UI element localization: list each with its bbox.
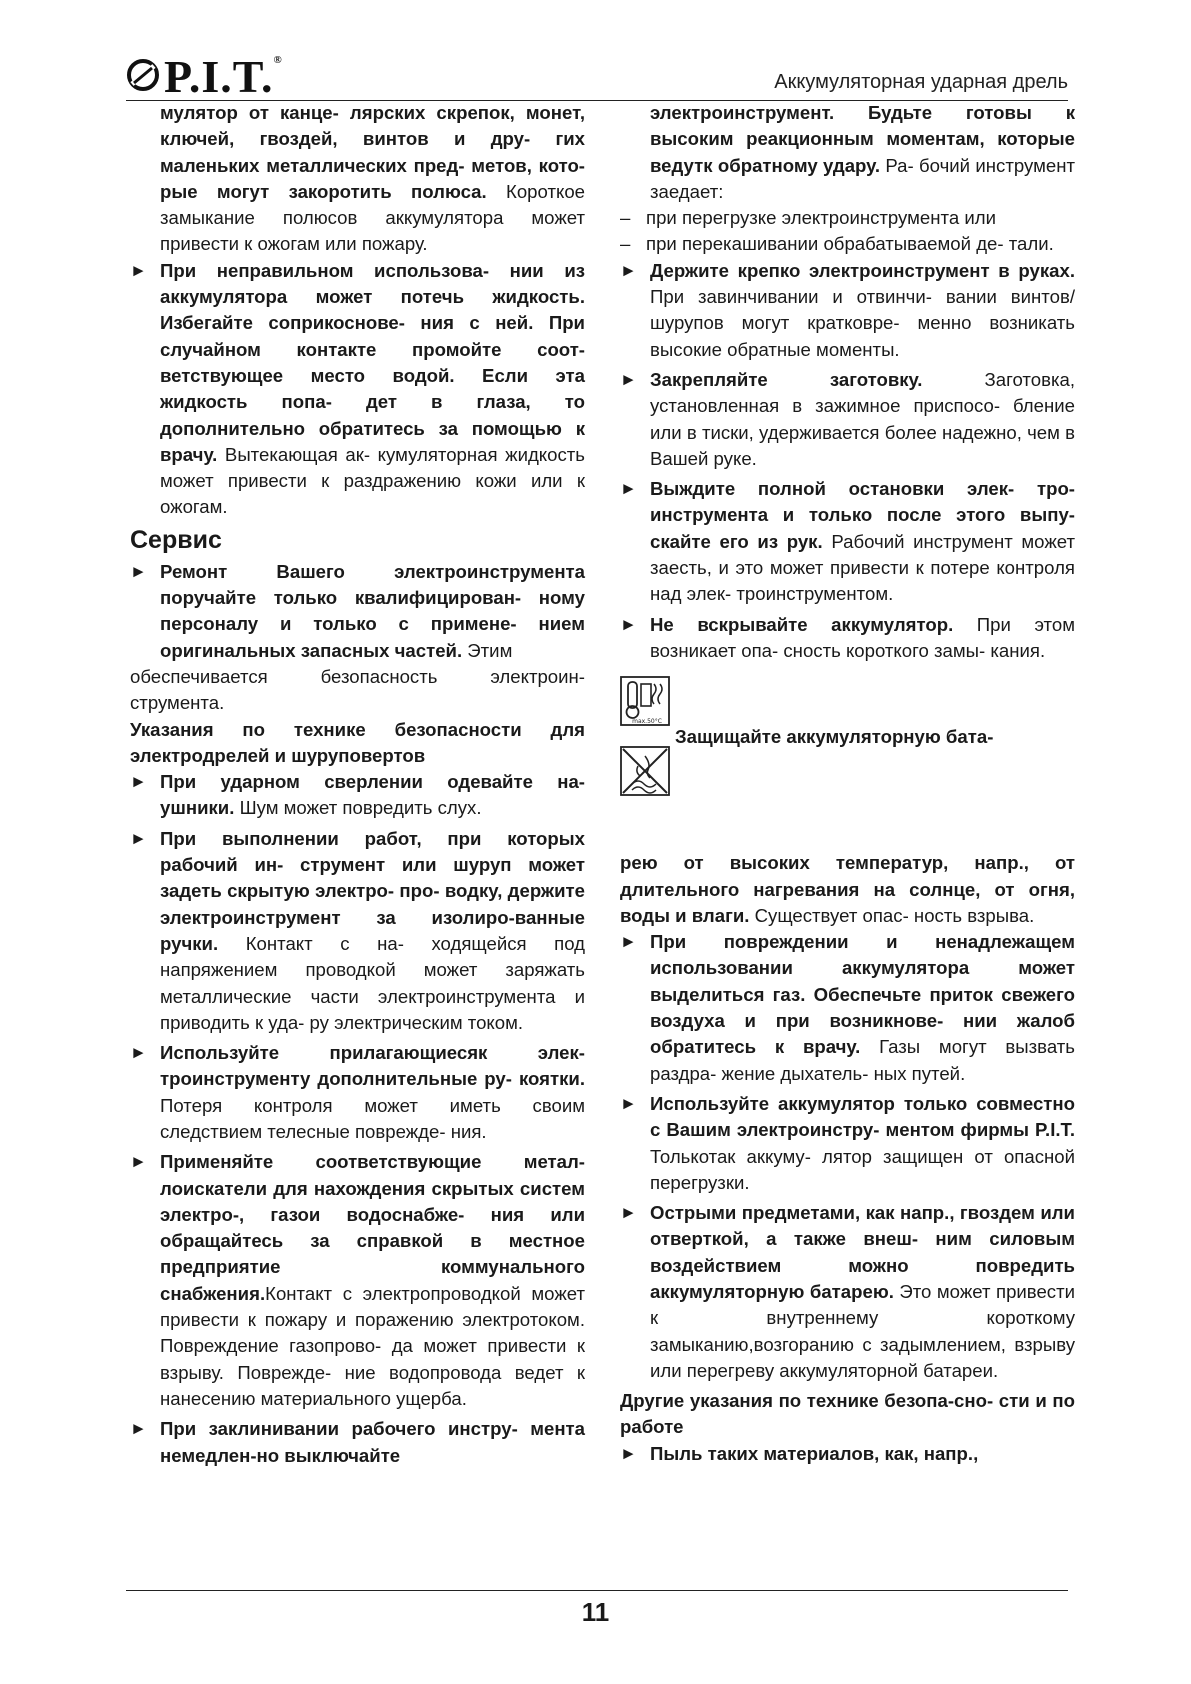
right-intro-paragraph: электроинструмент. Будьте готовы к высоким реакционным моментам, которые ведутк обратному удару. Ра- бочий инструмент заедает:: [650, 102, 1075, 202]
footer-divider: [126, 1590, 1068, 1591]
svg-text:max.50°C: max.50°C: [632, 718, 662, 726]
bullet-arrow-icon: ►: [620, 1203, 637, 1223]
list-item: ► При выполнении работ, при которых рабочий ин- струмент или шуруп может задеть скрытую электро- про- водку, держите электроинструмент за изолиро-ванные ручки. Контакт с на- ходящейся под напряжением проводкой может заряжать металлические части электроинструмента и приводить к уда- ру электрическим током.: [130, 827, 585, 1033]
bullet-arrow-icon: ►: [620, 260, 637, 280]
subheading-drill-safety: Указания по технике безопасности для электродрелей и шуруповертов: [130, 718, 585, 766]
list-item: ► Острыми предметами, как напр., гвоздем или отверткой, а также внеш- ним силовым воздействием можно повредить аккумуляторную батарею. Это может привести к внутреннему короткому замыканию,возгоранию с задымлением, взрыву или перегреву аккумуляторной батареи.: [620, 1202, 1076, 1381]
bullet-arrow-icon: ►: [130, 260, 147, 280]
bullet-arrow-icon: ►: [620, 614, 637, 634]
list-item: ► Держите крепко электроинструмент в руках. При завинчивании и отвинчи- вании винтов/шурупов могут кратковре- менно возникать высокие обратные моменты.: [620, 259, 1075, 360]
icon-caption: Защищайте аккумуляторную бата-: [675, 726, 994, 748]
bullet-arrow-icon: ►: [620, 932, 637, 952]
list-item: ► Не вскрывайте аккумулятор. При этом возникает опа- сность короткого замы- кания.: [620, 613, 1075, 661]
bullet-arrow-icon: ►: [620, 479, 637, 499]
bullet-arrow-icon: ►: [620, 1443, 637, 1463]
battery-protection-paragraph: рею от высоких температур, напр., от длительного нагревания на солнце, от огня, воды и влаги. Существует опас- ность взрыва.: [620, 852, 1075, 926]
service-continuation: обеспечивается безопасность электроин- струмента.: [130, 665, 585, 714]
right-column: [620, 100, 1075, 1471]
list-item: ► При ударном сверлении одевайте на- ушники. Шум может повредить слух.: [130, 771, 585, 819]
bullet-arrow-icon: ►: [620, 1093, 637, 1113]
list-item: ► Ремонт Вашего электроинструмента поручайте только квалифицирован- ному персоналу и только с примене- нием оригинальных запасных частей. Этим: [130, 560, 585, 661]
bullet-arrow-icon: ►: [130, 1419, 147, 1439]
bullet-arrow-icon: ►: [130, 561, 147, 581]
page-number: 11: [581, 1597, 610, 1627]
bullet-arrow-icon: ►: [130, 1152, 147, 1172]
section-title-service: Сервис: [130, 525, 222, 554]
list-item: ► Выждите полной остановки элек- тро-инструмента и только после этого выпу-скайте его из рук. Рабочий инструмент может заесть, и это может привести к потере контроля над элек- троинструментом.: [620, 478, 1075, 605]
bullet-arrow-icon: ►: [130, 772, 147, 792]
battery-warning-icons: [620, 668, 1075, 850]
pit-logo-icon: [126, 58, 160, 92]
bullet-arrow-icon: ►: [620, 369, 637, 389]
logo-text: P.I.T.: [164, 51, 274, 102]
list-item: ► При заклинивании рабочего инстру- мента немедлен-но выключайте: [130, 1418, 585, 1466]
subheading-other-safety: Другие указания по технике безопа-сно- сти и по работе: [620, 1390, 1075, 1438]
list-item: ► Используйте аккумулятор только совместно с Вашим электроинстру- ментом фирмы P.I.T. Толькотак аккуму- лятор защищен от опасной перегрузки.: [620, 1092, 1075, 1193]
brand-logo: [126, 50, 283, 103]
list-item: ► При повреждении и ненадлежащем использовании аккумулятора может выделиться газ. Обеспечьте приток свежего воздуха и при возникнове- нии жалоб обратитесь к врачу. Газы могут вызвать раздра- жение дыхатель- ных путей.: [620, 931, 1075, 1084]
list-item: ► Пыль таких материалов, как, напр.,: [620, 1441, 1075, 1467]
list-item: ► Используйте прилагающиесяк элек- троинструменту дополнительные ру- коятки. Потеря контроля может иметь своим следствием телесные поврежде- ния.: [130, 1042, 585, 1142]
logo-registered-mark: ®: [273, 54, 283, 66]
header-title: Аккумуляторная ударная дрель: [774, 71, 1068, 93]
list-item: ► Закрепляйте заготовку. Заготовка, установленная в зажимное приспосо- бление или в тиски, удерживается более надежно, чем в Вашей руке.: [620, 368, 1075, 469]
left-intro-paragraph: мулятор от канце- лярских скрепок, монет, ключей, гвоздей, винтов и дру- гих маленьких металлических пред- метов, кото-рые могут закоротить полюса. Короткое замыкание полюсов аккумулятора может привести к ожогам или пожару.: [160, 102, 585, 255]
bullet-arrow-icon: ►: [130, 828, 147, 848]
list-item: ► Применяйте соответствующие метал- лоискатели для нахождения скрытых систем электро-, газои водоснабже- ния или обращайтесь за справкой в местное предприятие коммунального снабжения.Контакт с электропроводкой может привести к пожару и поражению электротоком. Повреждение газопрово- да может привести к взрыву. Поврежде- ние водопровода ведет к нанесению материального ущерба.: [130, 1151, 585, 1409]
max-temperature-icon: [620, 676, 670, 726]
no-fire-water-icon: [620, 746, 670, 796]
left-column: [130, 100, 585, 1473]
bullet-arrow-icon: ►: [130, 1043, 147, 1063]
dash-item: – при перекашивании обрабатываемой де- тали.: [620, 233, 1054, 255]
list-item: ► При неправильном использова- нии из аккумулятора может потечь жидкость. Избегайте соприкоснове- ния с ней. При случайном контакте промойте соот- ветствующее место водой. Если эта жидкость попа- дет в глаза, то дополнительно обратитесь за помощью к врачу. Вытекающая ак- кумуляторная жидкость может привести к раздражению кожи или к ожогам.: [130, 259, 585, 518]
dash-item: – при перегрузке электроинструмента или: [620, 207, 996, 229]
